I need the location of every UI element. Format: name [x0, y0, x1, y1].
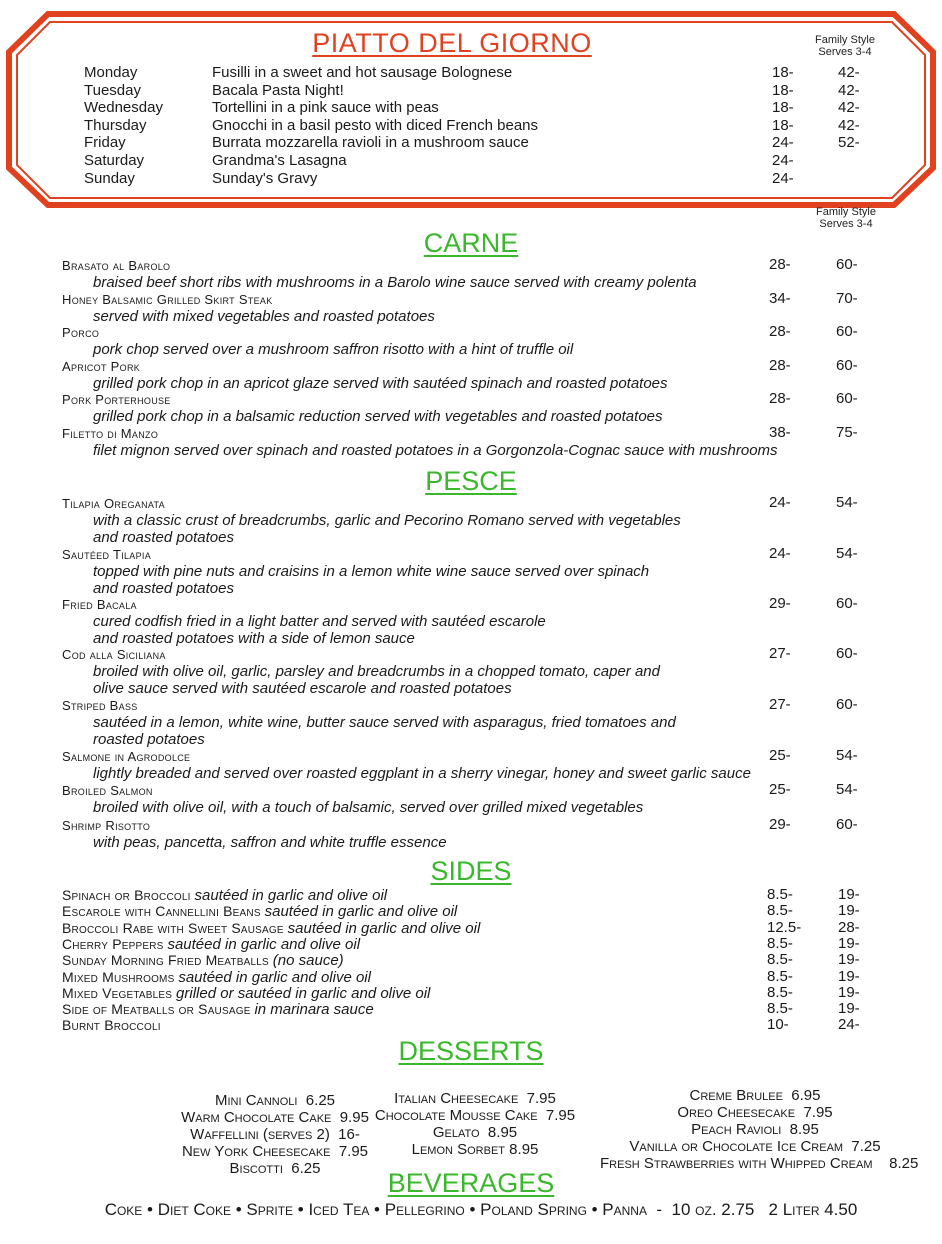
price-single: 27-: [769, 645, 791, 662]
price-single: 28-: [769, 356, 791, 374]
day-dish: Fusilli in a sweet and hot sausage Bolognese: [212, 64, 513, 81]
price-single: 18-: [772, 64, 794, 81]
price-single: 28-: [769, 323, 791, 341]
day-row: [84, 99, 864, 117]
day-dish: Grandma's Lasagna: [212, 152, 347, 169]
price-family: 70-: [836, 289, 858, 307]
carne-title: CARNE: [423, 228, 519, 258]
item-name: Sautéed Tilapia: [62, 547, 152, 562]
item-name: Cod alla Siciliana: [62, 647, 166, 662]
piatto-family-style: [805, 34, 885, 58]
day-row: [84, 82, 864, 100]
dessert-item: Vanilla or Chocolate Ice Cream 7.25: [629, 1138, 881, 1155]
pesce-title: PESCE: [425, 466, 517, 496]
price-family: 54-: [836, 747, 858, 764]
price-single: 8.5-: [767, 934, 793, 952]
item-desc: filet mignon served over spinach and roasted potatoes in a Gorgonzola-Cognac sauce with mushrooms: [93, 442, 778, 459]
family-style-label: Family Style: [815, 34, 875, 46]
item-desc-cont: olive sauce served with sautéed escarole and roasted potatoes: [93, 680, 512, 697]
side-name: Broccoli Rabe with Sweet Sausage: [62, 919, 284, 936]
price-single: 27-: [769, 696, 791, 713]
dessert-item: Oreo Cheesecake 7.95: [677, 1104, 833, 1121]
price-family: 60-: [836, 595, 858, 612]
price-single: 28-: [769, 256, 791, 273]
dessert-item: Warm Chocolate Cake 9.95: [181, 1109, 369, 1126]
day-row: [84, 64, 864, 82]
day-name: Thursday: [84, 116, 147, 134]
side-row: [62, 903, 457, 920]
side-desc: sautéed in garlic and olive oil: [264, 903, 458, 921]
dessert-item: Waffellini (serves 2) 16-: [190, 1126, 360, 1143]
beverages-line: Coke • Diet Coke • Sprite • Iced Tea • Pellegrino • Poland Spring • Panna - 10 oz. 2.75 2 Liter 4.50: [104, 1200, 858, 1219]
price-family: 42-: [838, 116, 860, 134]
price-family: 75-: [836, 424, 858, 441]
price-family: 28-: [838, 918, 860, 936]
price-single: 38-: [769, 424, 791, 441]
family-style-label: Family Style: [816, 206, 876, 218]
day-row: [84, 170, 864, 188]
price-single: 18-: [772, 99, 794, 117]
price-single: 25-: [769, 781, 791, 798]
desserts-col-3: [600, 1087, 919, 1172]
side-row: [62, 887, 387, 904]
side-row: [62, 920, 480, 937]
item-desc-cont: and roasted potatoes: [93, 529, 234, 546]
family-style-header: [806, 206, 886, 230]
day-name: Monday: [84, 64, 138, 81]
day-dish: Gnocchi in a basil pesto with diced French beans: [212, 116, 539, 134]
item-desc: sautéed in a lemon, white wine, butter sauce served with asparagus, fried tomatoes and: [93, 714, 676, 731]
price-family: 60-: [836, 323, 858, 341]
price-family: 60-: [836, 696, 858, 713]
item-name: Broiled Salmon: [62, 783, 153, 798]
item-name: Shrimp Risotto: [62, 818, 151, 833]
item-desc: pork chop served over a mushroom saffron risotto with a hint of truffle oil: [93, 341, 574, 359]
price-single: 34-: [769, 289, 791, 307]
dessert-item: Mini Cannoli 6.25: [214, 1092, 336, 1109]
side-row: [62, 969, 371, 986]
day-row: [84, 117, 864, 135]
day-row: [84, 134, 864, 152]
price-single: 10-: [767, 1016, 789, 1034]
day-dish: Bacala Pasta Night!: [212, 81, 344, 99]
price-family: 60-: [836, 645, 858, 662]
dessert-item: New York Cheesecake 7.95: [181, 1143, 369, 1160]
serves-label: Serves 3-4: [818, 46, 872, 58]
price-family: 19-: [838, 951, 860, 969]
side-desc: grilled or sautéed in garlic and olive oil: [176, 984, 431, 1002]
dessert-item: Lemon Sorbet 8.95: [411, 1141, 539, 1158]
price-single: 8.5-: [767, 983, 793, 1001]
price-single: 8.5-: [767, 1000, 793, 1018]
price-family: 42-: [838, 81, 860, 99]
side-name: Escarole with Cannellini Beans: [62, 903, 261, 920]
price-single: 18-: [772, 116, 794, 134]
price-family: 52-: [838, 134, 860, 152]
price-family: 19-: [838, 967, 860, 985]
price-family: 24-: [838, 1016, 860, 1034]
desserts-title: DESSERTS: [398, 1036, 544, 1066]
side-desc: sautéed in garlic and olive oil: [194, 887, 388, 904]
price-single: 8.5-: [767, 967, 793, 985]
item-name: Salmone in Agrodolce: [62, 749, 191, 764]
day-name: Tuesday: [84, 81, 141, 99]
day-dish: Burrata mozzarella ravioli in a mushroom sauce: [212, 134, 529, 152]
side-name: Cherry Peppers: [62, 935, 164, 952]
price-single: 24-: [772, 134, 794, 152]
dessert-item: Creme Brulee 6.95: [689, 1087, 821, 1104]
price-family: 42-: [838, 64, 860, 81]
price-single: 8.5-: [767, 902, 793, 920]
dessert-item: Fresh Strawberries with Whipped Cream 8.25: [600, 1155, 919, 1172]
item-desc-cont: and roasted potatoes with a side of lemon sauce: [93, 630, 415, 647]
price-family: 19-: [838, 902, 860, 920]
price-single: 24-: [772, 152, 794, 169]
item-name: Tilapia Oreganata: [62, 496, 165, 511]
price-family: 19-: [838, 934, 860, 952]
side-desc: in marinara sauce: [254, 1001, 374, 1019]
item-desc: braised beef short ribs with mushrooms in a Barolo wine sauce served with creamy polenta: [93, 274, 697, 291]
side-desc: (no sauce): [272, 952, 344, 970]
item-desc: grilled pork chop in a balsamic reduction served with vegetables and roasted potatoes: [93, 408, 663, 426]
item-desc: grilled pork chop in an apricot glaze served with sautéed spinach and roasted potatoes: [93, 374, 668, 392]
side-name: Mixed Mushrooms: [62, 968, 175, 985]
item-desc-cont: and roasted potatoes: [93, 580, 234, 597]
sides-title: SIDES: [430, 856, 512, 886]
day-name: Wednesday: [84, 99, 163, 117]
price-single: 8.5-: [767, 951, 793, 969]
price-family: 42-: [838, 99, 860, 117]
side-desc: sautéed in garlic and olive oil: [167, 935, 361, 953]
dessert-item: Biscotti 6.25: [229, 1160, 321, 1177]
side-row: [62, 1001, 374, 1018]
day-name: Friday: [84, 134, 126, 152]
price-family: 60-: [836, 816, 858, 833]
side-name: Burnt Broccoli: [62, 1017, 161, 1034]
price-family: 19-: [838, 983, 860, 1001]
price-family: 54-: [836, 494, 858, 511]
price-single: 8.5-: [767, 886, 793, 903]
item-name: Brasato al Barolo: [62, 258, 171, 273]
day-row: [84, 152, 864, 170]
item-desc: topped with pine nuts and craisins in a lemon white wine sauce served over spinach: [93, 563, 650, 580]
serves-label: Serves 3-4: [819, 218, 873, 230]
day-name: Saturday: [84, 152, 145, 169]
item-name: Apricot Pork: [62, 358, 141, 374]
item-name: Fried Bacala: [62, 597, 137, 612]
item-name: Striped Bass: [62, 698, 138, 713]
side-name: Side of Meatballs or Sausage: [62, 1001, 251, 1018]
price-family: 54-: [836, 545, 858, 562]
item-desc: lightly breaded and served over roasted eggplant in a sherry vinegar, honey and sweet garlic sauce: [93, 765, 751, 782]
price-family: 19-: [838, 1000, 860, 1018]
price-single: 29-: [769, 816, 791, 833]
side-row: [62, 985, 430, 1002]
item-name: Honey Balsamic Grilled Skirt Steak: [62, 291, 273, 307]
price-single: 29-: [769, 595, 791, 612]
side-desc: sautéed in garlic and olive oil: [287, 919, 481, 937]
price-family: 54-: [836, 781, 858, 798]
item-name: Porco: [62, 325, 100, 341]
side-name: Mixed Vegetables: [62, 984, 173, 1001]
item-desc: broiled with olive oil, garlic, parsley and breadcrumbs in a chopped tomato, caper and: [93, 663, 660, 680]
side-name: Spinach or Broccoli: [62, 887, 191, 903]
piatto-title: PIATTO DEL GIORNO: [312, 28, 592, 58]
price-single: 24-: [772, 169, 794, 187]
dessert-item: Peach Ravioli 8.95: [691, 1121, 819, 1138]
item-desc: cured codfish fried in a light batter and served with sautéed escarole: [93, 613, 546, 630]
side-row: [62, 1017, 161, 1034]
price-family: 60-: [836, 390, 858, 408]
dessert-item: Italian Cheesecake 7.95: [394, 1090, 556, 1107]
price-single: 12.5-: [767, 918, 802, 936]
item-desc: served with mixed vegetables and roasted potatoes: [93, 307, 435, 325]
day-dish: Sunday's Gravy: [212, 169, 318, 187]
price-family: 19-: [838, 886, 860, 903]
day-dish: Tortellini in a pink sauce with peas: [212, 99, 439, 117]
item-desc: broiled with olive oil, with a touch of balsamic, served over grilled mixed vegetables: [93, 799, 644, 816]
side-desc: sautéed in garlic and olive oil: [178, 968, 371, 986]
side-name: Sunday Morning Fried Meatballs: [62, 952, 269, 969]
dessert-item: Gelato 8.95: [432, 1124, 518, 1141]
item-name: Pork Porterhouse: [62, 392, 171, 408]
price-single: 24-: [769, 545, 791, 562]
desserts-col-2: [350, 1090, 600, 1158]
side-row: [62, 936, 360, 953]
day-name: Sunday: [84, 169, 135, 187]
price-single: 18-: [772, 81, 794, 99]
price-family: 60-: [836, 256, 858, 273]
price-single: 25-: [769, 747, 791, 764]
item-name: Filetto di Manzo: [62, 426, 159, 441]
dessert-item: Chocolate Mousse Cake 7.95: [374, 1107, 576, 1124]
price-family: 60-: [836, 356, 858, 374]
item-desc: with peas, pancetta, saffron and white truffle essence: [93, 834, 447, 851]
side-row: [62, 952, 344, 969]
item-desc-cont: roasted potatoes: [93, 731, 205, 748]
item-desc: with a classic crust of breadcrumbs, garlic and Pecorino Romano served with vegetables: [93, 512, 681, 529]
price-single: 28-: [769, 390, 791, 408]
price-single: 24-: [769, 494, 791, 511]
beverages-title: BEVERAGES: [387, 1168, 555, 1198]
